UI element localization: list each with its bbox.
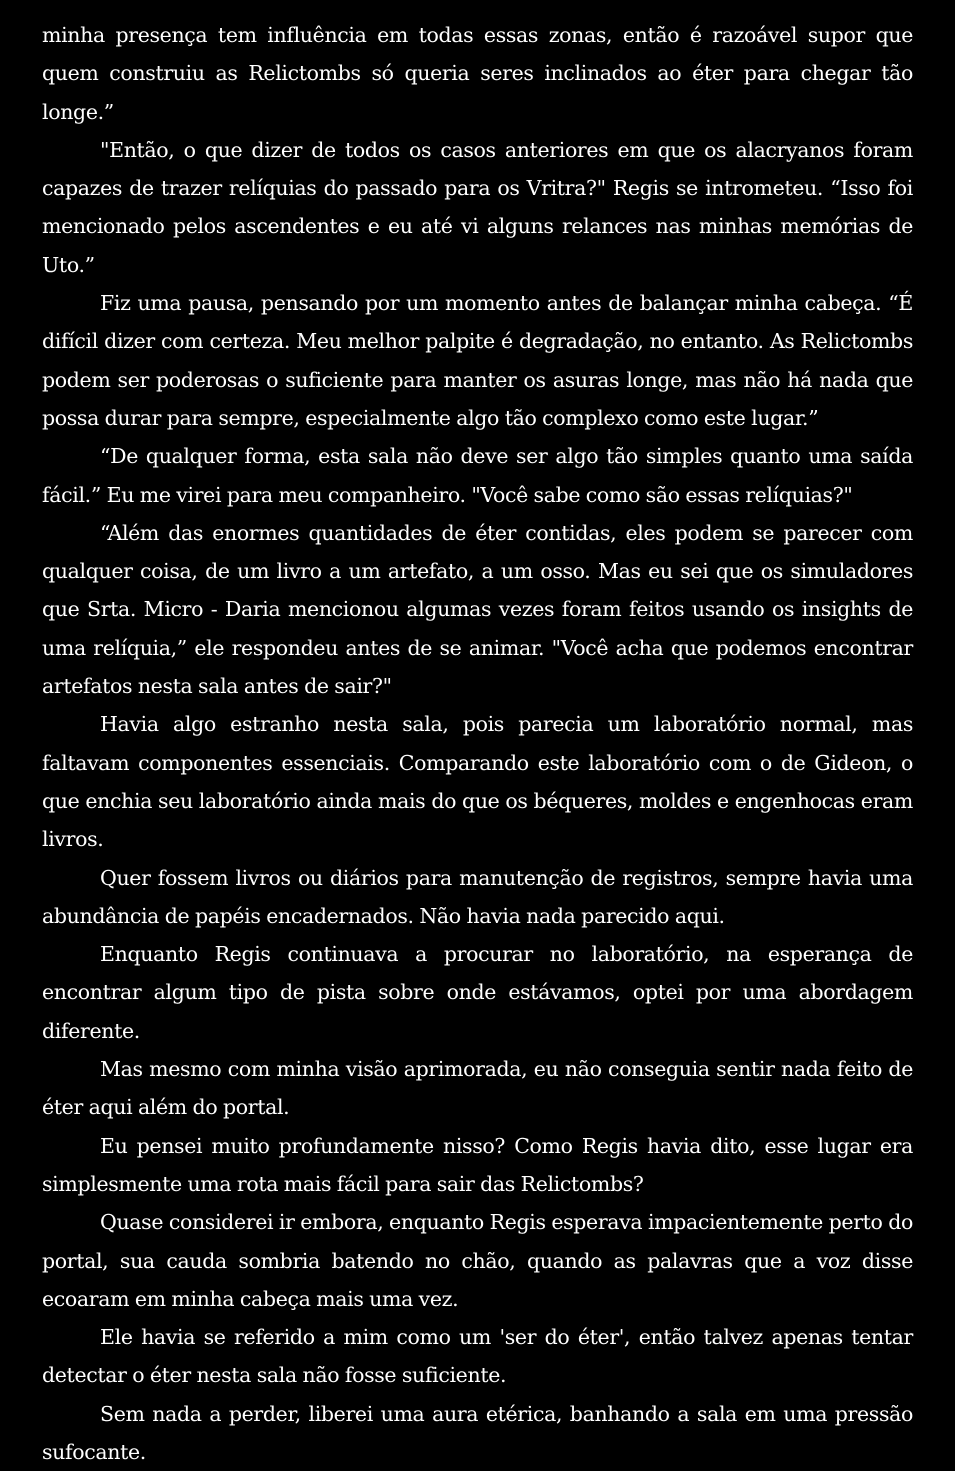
paragraph-7: Quer fossem livros ou diários para manutenção de registros, sempre havia uma abundância de papéis encadernados. Não havia nada parecido aqui. <box>42 865 913 928</box>
paragraph-12: Ele havia se referido a mim como um 'ser do éter', então talvez apenas tentar detectar o éter nesta sala não fosse suficiente. <box>42 1325 913 1388</box>
paragraph-10: Eu pensei muito profundamente nisso? Como Regis havia dito, esse lugar era simplesmente uma rota mais fácil para sair das Relictombs? <box>42 1133 913 1196</box>
paragraph-11: Quase considerei ir embora, enquanto Regis esperava impacientemente perto do portal, sua cauda sombria batendo no chão, quando as palavras que a voz disse ecoaram em minha cabeça mais uma vez. <box>42 1210 913 1311</box>
paragraph-2: "Então, o que dizer de todos os casos anteriores em que os alacryanos foram capazes de trazer relíquias do passado para os Vritra?" Regis se intrometeu. “Isso foi mencionado pelos ascendentes e eu até vi alguns relances nas minhas memórias de Uto.” <box>42 137 913 277</box>
paragraph-1: minha presença tem influência em todas essas zonas, então é razoável supor que quem construiu as Relictombs só queria seres inclinados ao éter para chegar tão longe.” <box>42 23 913 124</box>
paragraph-9: Mas mesmo com minha visão aprimorada, eu não conseguia sentir nada feito de éter aqui além do portal. <box>42 1057 913 1120</box>
paragraph-4: “De qualquer forma, esta sala não deve ser algo tão simples quanto uma saída fácil.” Eu me virei para meu companheiro. "Você sabe como são essas relíquias?" <box>42 444 913 507</box>
paragraph-6: Havia algo estranho nesta sala, pois parecia um laboratório normal, mas faltavam componentes essenciais. Comparando este laboratório com o de Gideon, o que enchia seu laboratório ainda mais do que os béqueres, moldes e engenhocas eram livros. <box>42 712 913 852</box>
paragraph-5: “Além das enormes quantidades de éter contidas, eles podem se parecer com qualquer coisa, de um livro a um artefato, a um osso. Mas eu sei que os simuladores que Srta. Micro - Daria mencionou algumas vezes foram feitos usando os insights de uma relíquia,” ele respondeu antes de se animar. "Você acha que podemos encontrar artefatos nesta sala antes de sair?" <box>42 520 913 699</box>
paragraph-8: Enquanto Regis continuava a procurar no laboratório, na esperança de encontrar algum tipo de pista sobre onde estávamos, optei por uma abordagem diferente. <box>42 942 913 1043</box>
document-page <box>42 16 913 1471</box>
paragraph-13: Sem nada a perder, liberei uma aura etérica, banhando a sala em uma pressão sufocante. <box>42 1401 913 1464</box>
paragraph-3: Fiz uma pausa, pensando por um momento antes de balançar minha cabeça. “É difícil dizer com certeza. Meu melhor palpite é degradação, no entanto. As Relictombs podem ser poderosas o suficiente para manter os asuras longe, mas não há nada que possa durar para sempre, especialmente algo tão complexo como este lugar.” <box>42 291 913 430</box>
